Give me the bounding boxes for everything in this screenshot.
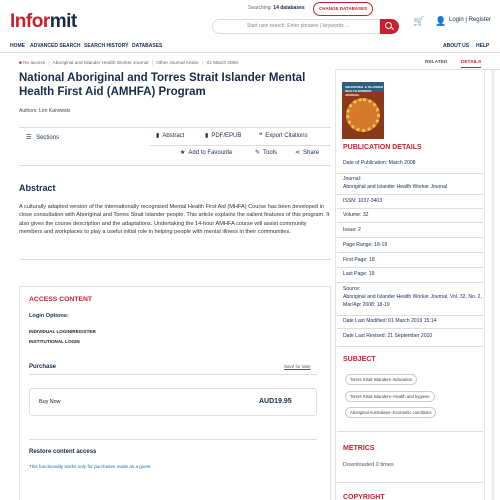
article-title: National Aboriginal and Torres Strait Islander Mental Health First Aid (AMHFA) Program: [19, 72, 306, 98]
divider: [337, 208, 483, 209]
nav-about-us[interactable]: ABOUT US: [443, 43, 470, 49]
save-for-later-link[interactable]: Save for later: [284, 364, 311, 369]
login-options-label: Login Options:: [29, 313, 69, 319]
divider: [337, 482, 483, 483]
publication-details-heading: PUBLICATION DETAILS: [343, 144, 422, 151]
wrench-icon: ✎: [255, 150, 261, 156]
subject-heading: SUBJECT: [343, 356, 376, 363]
searching-info: [248, 5, 305, 11]
divider: [337, 252, 483, 253]
journal-label: Journal:: [343, 176, 362, 182]
login-register-link[interactable]: Login | Register: [449, 17, 491, 23]
export-citations-button[interactable]: [259, 132, 308, 139]
first-page: First Page: 18: [343, 257, 375, 263]
divider: [337, 282, 483, 283]
search-icon[interactable]: [380, 19, 399, 34]
divider: [19, 127, 331, 128]
logo-text-1: Infor: [10, 11, 50, 32]
sections-button[interactable]: [26, 134, 59, 141]
restore-access-heading: Restore content access: [29, 449, 97, 455]
divider: [337, 222, 483, 223]
copyright-heading: COPYRIGHT: [343, 494, 385, 500]
breadcrumb-date: 01 March 2008: [206, 60, 238, 65]
tab-details[interactable]: DETAILS: [461, 60, 481, 68]
share-button[interactable]: [295, 149, 319, 156]
access-content-heading: ACCESS CONTENT: [29, 296, 93, 303]
share-label: Share: [303, 150, 320, 156]
cover-art: [346, 98, 380, 132]
informit-logo[interactable]: [10, 11, 77, 33]
source: Aboriginal and Islander Health Worker Journal, Vol. 32, No. 2, Mar/Apr 2008: 18-19: [343, 294, 482, 308]
star-icon: ★: [180, 150, 186, 156]
subject-chip[interactable]: Torres Strait Islanders--Education: [345, 374, 417, 385]
nav-databases[interactable]: DATABASES: [132, 43, 163, 49]
divider: [29, 439, 317, 440]
restore-access-text[interactable]: This functionality works only for purchases made as a guest: [29, 464, 151, 469]
user-icon[interactable]: 👤: [435, 16, 447, 26]
pub-date: Date of Publication: March 2008: [343, 160, 416, 166]
article-authors[interactable]: Authors: Len Kanowski: [19, 108, 71, 114]
last-page: Last Page: 19: [343, 271, 375, 277]
export-label: Export Citations: [265, 133, 308, 139]
divider: [337, 267, 483, 268]
subject-chip[interactable]: Aboriginal Australians--Economic conditions: [345, 407, 436, 418]
volume: Volume: 32: [343, 212, 369, 218]
toolbar-divider: [150, 145, 331, 146]
pdf-label: PDF/EPUB: [211, 133, 242, 139]
divider: [337, 346, 483, 347]
favourite-label: Add to Favourite: [188, 150, 233, 156]
tools-label: Tools: [263, 150, 278, 156]
divider: [337, 328, 483, 329]
lock-icon: ■: [19, 60, 22, 65]
nav-help[interactable]: HELP: [476, 43, 490, 49]
divider: [337, 173, 483, 174]
journal-cover-image[interactable]: [342, 82, 384, 139]
abstract-button[interactable]: [156, 132, 184, 139]
journal-name: Aboriginal and Islander Health Worker Journal: [343, 184, 448, 190]
last-modified: Date Last Modified: 01 March 2019 15:14: [343, 318, 437, 324]
issue: Issue: 2: [343, 227, 361, 233]
searching-value: 14 databases: [273, 5, 305, 11]
main-nav: [0, 39, 500, 53]
sections-label: Sections: [36, 135, 60, 141]
source-label: Source:: [343, 286, 361, 292]
add-to-favourite-button[interactable]: [180, 149, 232, 156]
share-icon: ⋖: [295, 150, 301, 156]
change-databases-button[interactable]: CHANGE DATABASES: [313, 2, 373, 16]
searching-label: Searching:: [248, 5, 272, 11]
last-revised: Date Last Revised: 21 September 2010: [343, 333, 433, 339]
access-status: No access: [23, 60, 46, 65]
abstract-label: Abstract: [162, 133, 185, 139]
menu-icon: ☰: [26, 135, 32, 141]
quote-icon: ❝: [259, 133, 263, 139]
search-input[interactable]: Start new search. Enter phrases | keywords ...: [212, 19, 380, 34]
divider: [19, 165, 331, 166]
document-icon: ▮: [156, 133, 160, 139]
tools-button[interactable]: [255, 149, 277, 156]
cart-icon[interactable]: 🛒: [413, 16, 425, 26]
page-range: Page Range: 18-19: [343, 242, 388, 248]
pdf-button[interactable]: [205, 132, 241, 139]
divider: [19, 259, 331, 260]
nav-home[interactable]: HOME: [10, 43, 25, 49]
metrics-heading: METRICS: [343, 445, 375, 452]
issn: ISSN: 1037-3403: [343, 198, 383, 204]
breadcrumb: ■ No access | Aboriginal and Islander Health Worker Journal | Other Journal Article | 01 March 2008: [19, 60, 238, 65]
file-icon: ▮: [205, 133, 209, 139]
nav-search-history[interactable]: SEARCH HISTORY: [84, 43, 129, 49]
divider: [337, 194, 483, 195]
divider: [337, 237, 483, 238]
breadcrumb-journal[interactable]: Aboriginal and Islander Health Worker Journal: [52, 60, 149, 65]
cover-title: ABORIGINAL & ISLANDER HEALTH WORKER JOURNAL: [345, 85, 384, 97]
institutional-login-link[interactable]: INSTITUTIONAL LOGIN: [29, 339, 80, 344]
abstract-heading: Abstract: [19, 183, 56, 193]
scrollbar[interactable]: [491, 70, 495, 500]
buy-now-label: Buy Now: [39, 399, 61, 405]
tab-related[interactable]: RELATED: [425, 60, 448, 65]
price: AUD19.95: [259, 398, 292, 405]
breadcrumb-type: Other Journal Article: [156, 60, 199, 65]
logo-text-2: mit: [49, 11, 77, 32]
divider: [337, 431, 483, 432]
nav-advanced-search[interactable]: ADVANCED SEARCH: [30, 43, 81, 49]
site-header: [0, 0, 500, 39]
download-count: Downloaded 0 times: [343, 462, 394, 468]
divider: [29, 374, 317, 375]
divider: [337, 315, 483, 316]
abstract-text: A culturally adapted version of the internationally recognised Mental Health First Aid (MHFA) Course has been developed in close consultation with Aboriginal and Torres Strait Islander people. This article explains the salient features of this program. It also gives the course description and the adaptations. Undertaking the 14-hour AMHFA course will assist community members and workplaces to play a useful initial role in helping people with mental illness in their communities.: [19, 204, 330, 235]
individual-login-link[interactable]: INDIVIDUAL LOGIN/REGISTER: [29, 329, 96, 334]
purchase-heading: Purchase: [29, 364, 57, 370]
subject-chip[interactable]: Torres Strait Islanders--Health and hygiene: [345, 391, 435, 402]
